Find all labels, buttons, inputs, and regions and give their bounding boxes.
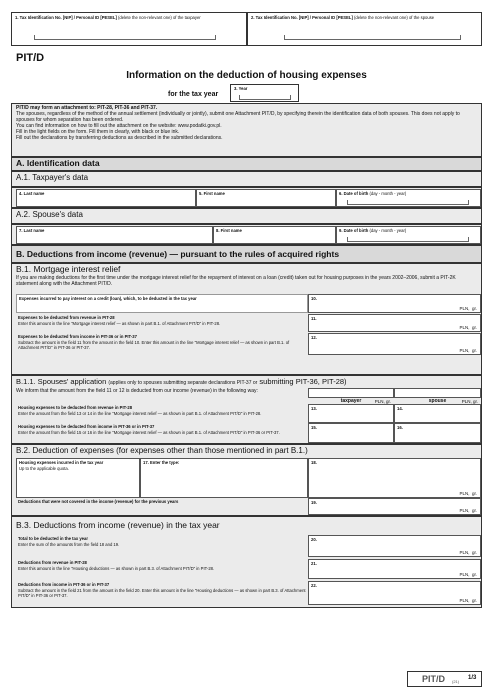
tax-year-label: for the tax year (168, 91, 219, 98)
row-20-label: Total to be deducted in the tax year Enter the sum of the amounts from the field 18 and 19. (18, 536, 120, 548)
row-22-label: Deductions from income in PIT-36 or in PIT-37 Subtract the amount in the field 21 from the amount in the field 20. Enter this amount in the line "Housing deductions — as shown in part B.3. of Attachment PIT/D" in PIT-36 or PIT-37. (18, 582, 306, 599)
id-digit-boxes (284, 35, 461, 40)
field-number: 2. (251, 15, 255, 20)
section-b3 (11, 516, 482, 608)
field-18[interactable]: 18. PLN, gr. (308, 458, 481, 498)
row-12-label: Expenses to be deducted from income in PIT-36 or in PIT-37 Subtract the amount in the field 11 from the amount in the field 10. Enter this amount in the line "Mortgage interest relief — as shown in part B.1. of Attachment PIT/D" in PIT-36 or PIT-37. (18, 334, 290, 351)
section-b11-header: B.1.1. Spouses' application (16, 377, 107, 386)
row-11-label: Expenses to be deducted from revenue in PIT-28 Enter this amount in the line "Mortgage interest relief — as shown in part B.1. of Attachment PIT/D" in PIT-28. (18, 315, 221, 327)
spouse-id-field[interactable] (247, 12, 482, 46)
page-number: 1/3 (468, 675, 477, 681)
taxpayer-first-name-field[interactable]: 5. First name (196, 189, 336, 207)
row-17-label: Housing expenses incurred in the tax year Up to the applicable quota. (16, 458, 140, 498)
field-16[interactable]: 16. (394, 423, 481, 443)
section-a2-header: A.2. Spouse's data (11, 208, 482, 224)
section-b1-description: If you are making deductions for the first time under the mortgage interest relief for the repayment of interest on a loan (credit) taken out for housing purposes in the years 2002–2006, submit a PIT-2K statement along with the Attachment PIT/D. (16, 275, 456, 287)
section-b-header: B. Deductions from income (revenue) — pursuant to the rules of acquired rights (11, 245, 482, 263)
field-note: (delete the non-relevant one) of the taxpayer (118, 15, 201, 20)
field-15[interactable]: 15. (308, 423, 394, 443)
taxpayer-birth-date-field[interactable]: 6. Date of birth (day - month - year) (336, 189, 481, 207)
section-b11: B.1.1. Spouses' application (applies only to spouses submitting separate declarations PIT-37 or submitting PIT-36, PIT-28) We inform that the amount from the field 11 or 12 is deducted from our income (revenue) in the following way: taxpayer spouse PLN, gr. PLN, gr. Housing expenses to be deducted from revenue in PIT-28 Enter the amount from the field 13 or 14 in the line "Mortgage interest relief — as shown in part B.1. of Attachment PIT/D" in PIT-28. 13. 14. Housing expenses to be deducted from income in PIT-36 or in PIT-37 Enter the amount from the field 15 or 16 in the line "Mortgage interest relief — as shown in part B.1. of Attachment PIT/D" in PIT-36 or PIT-37. 15. 16. (11, 375, 482, 444)
field-note: (delete the non-relevant one) of the spouse (354, 15, 435, 20)
section-b1 (11, 263, 482, 375)
section-a1-header: A.1. Taxpayer's data (11, 171, 482, 187)
field-number: 1. (15, 15, 19, 20)
taxpayer-id-field[interactable] (11, 12, 247, 46)
row-19-label: Deductions that were not covered in the income (revenue) for the previous years (18, 499, 179, 504)
id-digit-boxes (34, 35, 216, 40)
field-13[interactable]: 13. (308, 404, 394, 423)
page-title: Information on the deduction of housing expenses (126, 70, 367, 81)
form-code: PIT/D (16, 52, 45, 64)
taxpayer-column-header: taxpayer (308, 388, 394, 398)
section-b2-header: B.2. Deduction of expenses (for expenses other than those mentioned in part B.1.) (16, 446, 308, 455)
field-22[interactable]: 22. PLN, gr. (308, 581, 481, 605)
instructions-block: PIT/D may form an attachment to: PIT-28, PIT-36 and PIT-37. The spouses, regardless of the method of the annual settlement (individually or jointly), submit one Attachment PIT/D, by specifying therein the identification data of both spouses. This does not apply to spouses for whom separation has been ordered. You can find information on how to fill out the attachment on the website: www.podatki.gov.pl. Fill in the light fields on the form. Fill them in clearly, with black or blue ink. Fill out the declarations by transferring deductions as described in the submitted declarations. (11, 103, 482, 157)
taxpayer-last-name-field[interactable]: 4. Last name (16, 189, 196, 207)
field-17-type[interactable]: 17. Enter the type: (140, 458, 308, 498)
section-b1-header: B.1. Mortgage interest relief (16, 264, 121, 274)
spouse-first-name-field[interactable]: 8. First name (213, 226, 336, 244)
field-14[interactable]: 14. (394, 404, 481, 423)
field-19[interactable]: 19. PLN, gr. (308, 498, 481, 515)
field-21[interactable]: 21. PLN, gr. (308, 559, 481, 579)
spouse-last-name-field[interactable]: 7. Last name (16, 226, 213, 244)
row-10-label: Expenses incurred to pay interest on a credit (loan), which, to be deducted in the tax year (16, 294, 308, 313)
spouse-birth-date-field[interactable]: 9. Date of birth (day - month - year) (336, 226, 481, 244)
field-20[interactable]: 20. PLN, gr. (308, 535, 481, 557)
year-field[interactable]: 3. Year (230, 84, 299, 102)
row-21-label: Deductions from revenue in PIT-28 Enter this amount in the line "Housing deductions — as shown in part B.3. of Attachment PIT/D" in PIT-28. (18, 560, 215, 572)
spouse-data-row (11, 224, 482, 245)
spouse-column-header: spouse (394, 388, 481, 398)
row-13-label: Housing expenses to be deducted from revenue in PIT-28 Enter the amount from the field 13 or 14 in the line "Mortgage interest relief — as shown in part B.1. of Attachment PIT/D" in PIT-28. (18, 405, 262, 417)
field-10[interactable]: 10. PLN, gr. (308, 294, 481, 313)
field-label: Tax Identification No. [NIP] / Personal ID [PESEL] (255, 15, 353, 20)
field-11[interactable]: 11. PLN, gr. (308, 314, 481, 332)
footer-form-code: PIT/D (21) 1/3 (407, 671, 482, 687)
row-15-label: Housing expenses to be deducted from income in PIT-36 or in PIT-37 Enter the amount from the field 15 or 16 in the line "Mortgage interest relief — as shown in part B.1. of Attachment PIT/D" in PIT-36 or PIT-37. (18, 424, 280, 436)
field-12[interactable]: 12. PLN, gr. (308, 333, 481, 355)
field-label: Tax Identification No. [NIP] / Personal ID [PESEL] (19, 15, 117, 20)
section-b2 (11, 444, 482, 516)
section-b3-header: B.3. Deductions from income (revenue) in the tax year (16, 520, 220, 530)
taxpayer-data-row (11, 187, 482, 208)
section-a-header: A. Identification data (11, 157, 482, 171)
